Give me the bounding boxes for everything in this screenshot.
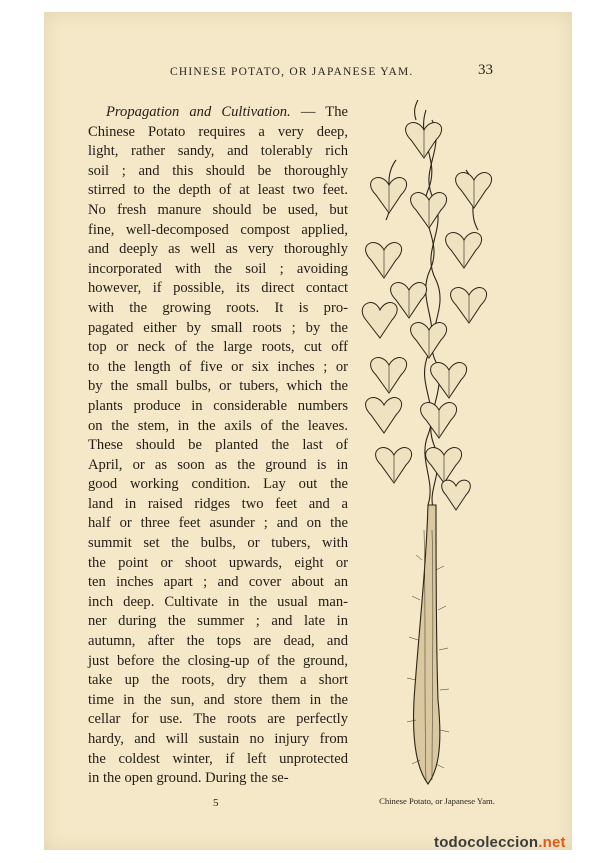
- text-line: soil ; and this should be thoroughly: [88, 162, 348, 179]
- watermark: [434, 834, 566, 851]
- text-line: pagated either by small roots ; by the: [88, 319, 348, 336]
- text-line: ten inches apart ; and cover about an: [88, 574, 348, 591]
- illustration-caption: Chinese Potato, or Japanese Yam.: [379, 796, 495, 806]
- page-number: 33: [478, 62, 493, 78]
- first-line: [88, 103, 348, 123]
- text-line: half or three feet asunder ; and on the: [88, 515, 348, 532]
- text-lines: [88, 123, 348, 789]
- text-line: Chinese Potato requires a very deep,: [88, 123, 348, 140]
- text-line: in the open ground. During the se-: [88, 770, 289, 787]
- text-line: time in the sun, and store them in the: [88, 691, 348, 708]
- text-line: hardy, and will sustain no injury from: [88, 731, 348, 747]
- running-title: CHINESE POTATO, OR JAPANESE YAM.: [170, 66, 414, 78]
- text-line: plants produce in considerable numbers: [88, 397, 348, 414]
- text-line: cellar for use. The roots are perfectly: [88, 711, 348, 728]
- heading-dash: — The: [290, 104, 348, 120]
- signature-mark: 5: [213, 797, 219, 809]
- text-line: light, rather sandy, and tolerably rich: [88, 143, 348, 160]
- text-line: by the small bulbs, or tubers, which the: [88, 378, 348, 395]
- section-heading: Propagation and Cultivation.: [106, 104, 291, 120]
- text-line: No fresh manure should be used, but: [88, 201, 348, 218]
- text-line: the coldest winter, if left unprotected: [88, 750, 348, 767]
- text-line: April, or as soon as the ground is in: [88, 456, 348, 473]
- text-line: just before the closing-up of the ground,: [88, 652, 348, 669]
- yam-plant-illustration: [356, 100, 506, 796]
- text-line: however, if possible, its direct contact: [88, 280, 348, 297]
- text-line: incorporated with the soil ; avoiding: [88, 260, 348, 277]
- text-line: summit set the bulbs, or tubers, with: [88, 535, 348, 552]
- text-line: autumn, after the tops are dead, and: [88, 633, 348, 650]
- text-line: and deeply as well as very thoroughly: [88, 241, 348, 258]
- text-line: inch deep. Cultivate in the usual man-: [88, 593, 348, 610]
- text-line: top or neck of the large roots, cut off: [88, 339, 348, 356]
- text-line: These should be planted the last of: [88, 437, 348, 454]
- text-line: to the length of five or six inches ; or: [88, 358, 348, 375]
- watermark-suffix: .net: [538, 834, 566, 851]
- text-line: with the growing roots. It is pro-: [88, 299, 348, 316]
- text-line: the point or shoot upwards, eight or: [88, 554, 348, 571]
- text-line: on the stem, in the axils of the leaves.: [88, 417, 348, 434]
- text-line: stirred to the depth of at least two feet.: [88, 182, 348, 199]
- body-text: [88, 103, 348, 789]
- watermark-prefix: todocoleccion: [434, 834, 539, 851]
- text-line: take up the roots, dry them a short: [88, 672, 348, 689]
- text-line: ner during the summer ; and late in: [88, 613, 348, 630]
- text-line: good working condition. Lay out the: [88, 476, 348, 493]
- text-line: fine, well-decomposed compost applied,: [88, 221, 348, 238]
- text-line: land in raised ridges two feet and a: [88, 495, 348, 512]
